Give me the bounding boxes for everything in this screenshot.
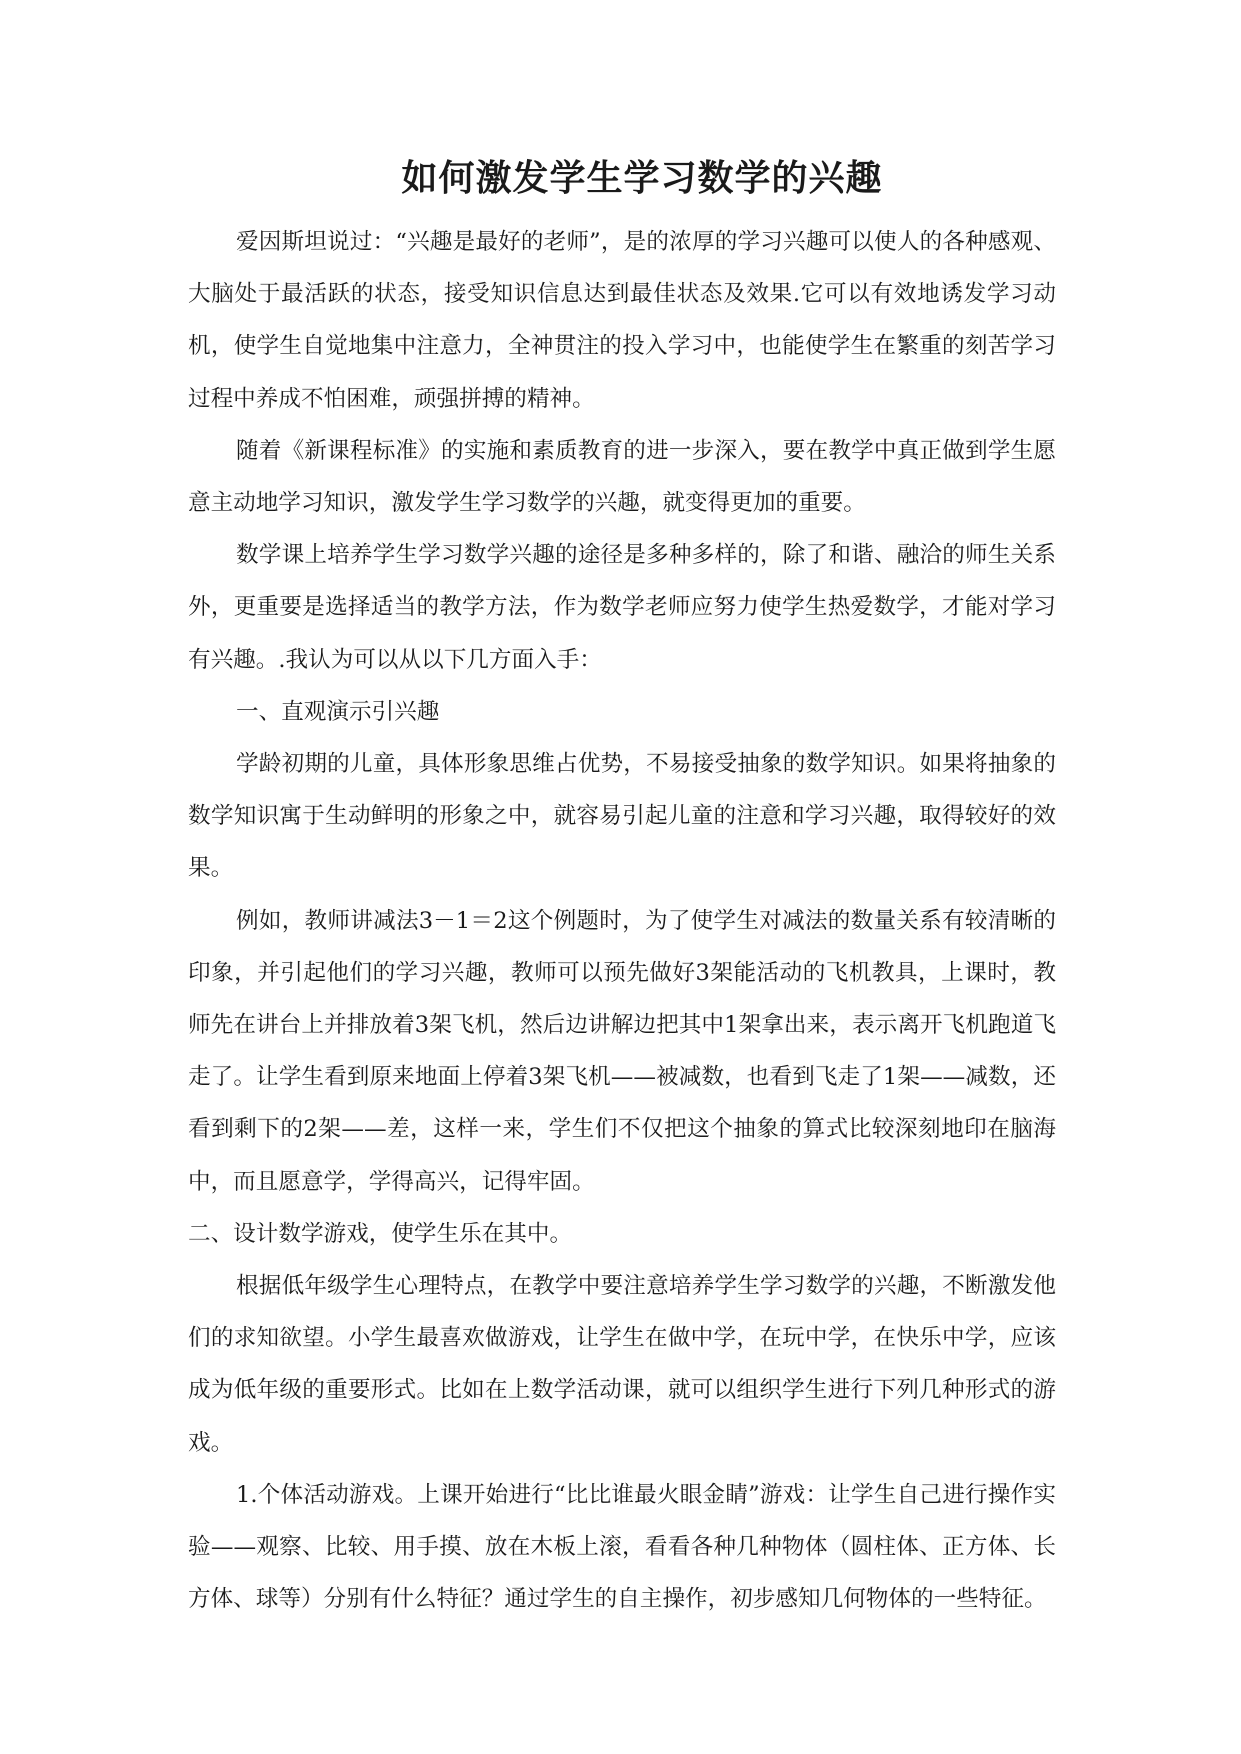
- paragraph-new-curriculum: 随着《新课程标准》的实施和素质教育的进一步深入，要在教学中真正做到学生愿意主动地学习知识，激发学生学习数学的兴趣，就变得更加的重要。: [188, 437, 1056, 517]
- paragraph-einstein-quote: 爱因斯坦说过：“兴趣是最好的老师”，是的浓厚的学习兴趣可以使人的各种感观、大脑处于最活跃的状态，接受知识信息达到最佳状态及效果.它可以有效地诱发学习动机，使学生自觉地集中注意力，全神贯注的投入学习中，也能使学生在繁重的刻苦学习过程中养成不怕困难，顽强拼搏的精神。: [188, 229, 1056, 412]
- paragraph-subtraction-example: 例如，教师讲减法3－1＝2这个例题时，为了使学生对减法的数量关系有较清晰的印象，并引起他们的学习兴趣，教师可以预先做好3架能活动的飞机教具，上课时，教师先在讲台上并排放着3架飞机，然后边讲解边把其中1架拿出来，表示离开飞机跑道飞走了。让学生看到原来地面上停着3架飞机——被减数，也看到飞走了1架——减数，还看到剩下的2架——差，这样一来，学生们不仅把这个抽象的算式比较深刻地印在脑海中，而且愿意学，学得高兴，记得牢固。: [188, 907, 1056, 1195]
- paragraph-concrete-thinking: 学龄初期的儿童，具体形象思维占优势，不易接受抽象的数学知识。如果将抽象的数学知识寓于生动鲜明的形象之中，就容易引起儿童的注意和学习兴趣，取得较好的效果。: [188, 751, 1056, 882]
- paragraph-games: 根据低年级学生心理特点，在教学中要注意培养学生学习数学的兴趣，不断激发他们的求知欲望。小学生最喜欢做游戏，让学生在做中学，在玩中学，在快乐中学，应该成为低年级的重要形式。比如在上数学活动课，就可以组织学生进行下列几种形式的游戏。: [188, 1273, 1056, 1456]
- paragraph-individual-game: 1.个体活动游戏。上课开始进行“比比谁最火眼金睛”游戏：让学生自己进行操作实验——观察、比较、用手摸、放在木板上滚，看看各种几种物体（圆柱体、正方体、长方体、球等）分别有什么特征？通过学生的自主操作，初步感知几何物体的一些特征。: [188, 1481, 1056, 1613]
- section-heading-1: 一、直观演示引兴趣: [236, 698, 440, 725]
- paragraph-approaches: 数学课上培养学生学习数学兴趣的途径是多种多样的，除了和谐、融洽的师生关系外，更重要是选择适当的教学方法，作为数学老师应努力使学生热爱数学，才能对学习有兴趣。.我认为可以从以下几方面入手：: [188, 542, 1056, 673]
- document-title: 如何激发学生学习数学的兴趣: [401, 157, 883, 199]
- document-page: [188, 150, 1056, 1625]
- section-heading-2: 二、设计数学游戏，使学生乐在其中。: [188, 1220, 573, 1247]
